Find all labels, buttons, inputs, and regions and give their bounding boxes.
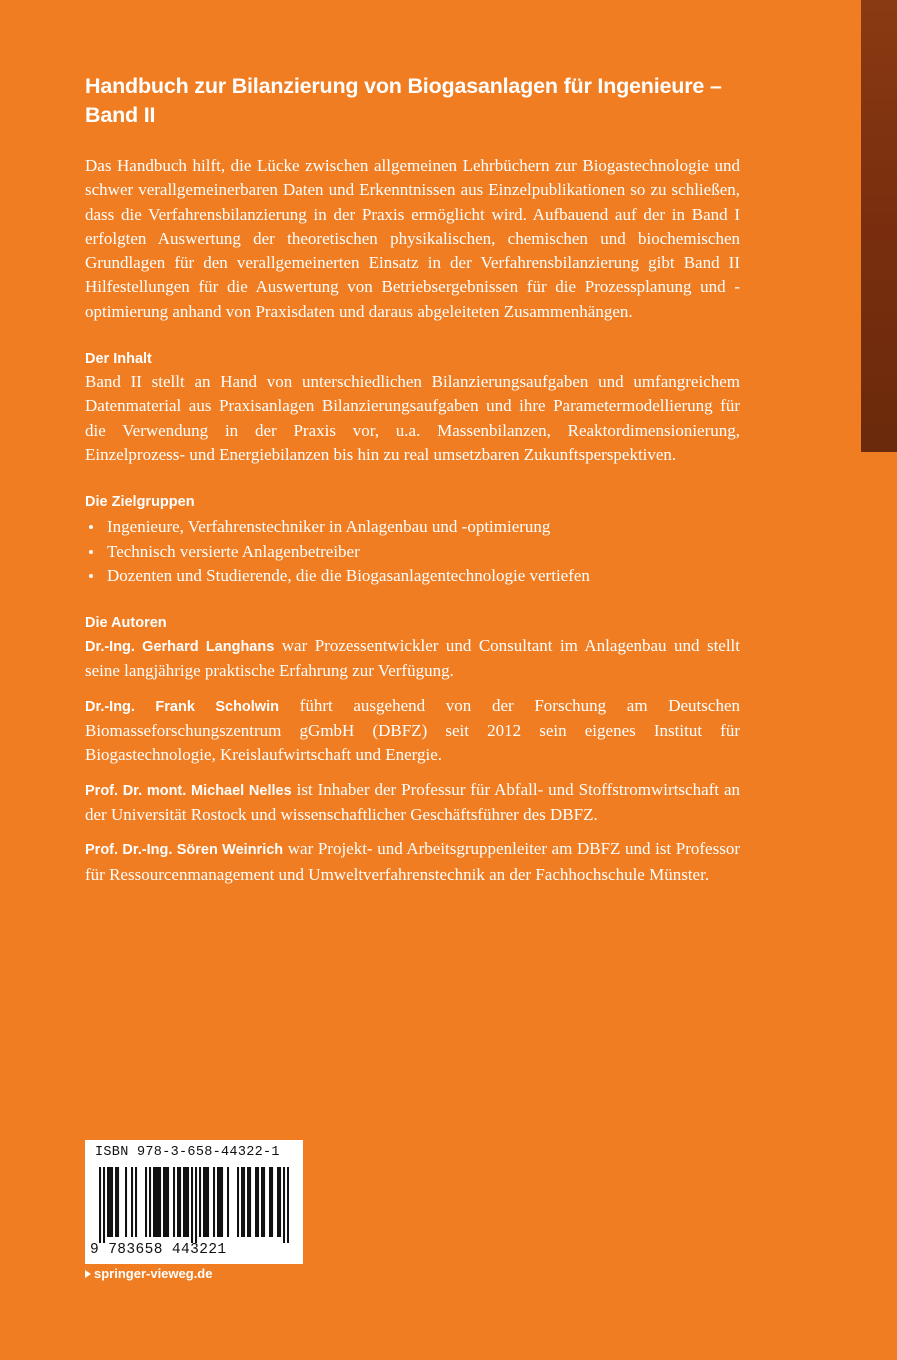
barcode-bar (227, 1167, 229, 1237)
barcode-bar (153, 1167, 155, 1237)
list-item-text: Technisch versierte Anlagenbetreiber (107, 541, 360, 561)
barcode-bar (191, 1167, 193, 1243)
barcode-bar (167, 1167, 169, 1237)
list-item-text: Ingenieure, Verfahrenstechniker in Anlagenbau und -optimierung (107, 517, 551, 537)
barcode-bar (237, 1167, 239, 1237)
barcode-bar (179, 1167, 181, 1237)
bullet-icon (89, 574, 93, 578)
book-title (85, 72, 740, 130)
barcode-bar (187, 1167, 189, 1237)
barcode-bar (263, 1167, 265, 1237)
barcode-bar (177, 1167, 179, 1237)
barcode-bar (249, 1167, 251, 1237)
author-name: Dr.-Ing. Frank Scholwin (85, 698, 279, 715)
barcode-bar (185, 1167, 187, 1237)
inhalt-paragraph: Band II stellt an Hand von unterschiedlichen Bilanzierungsaufgaben und umfangreichem Datenmaterial aus Praxisanlagen Bilanzierungsaufgaben und ihre Parametermodellierung für die Verwendung in der Praxis vor, u.a. Massenbilanzen, Reaktordimensionierung, Einzelprozess- und Energiebilanzen bis hin zu real umsetzbaren Zukunftsperspektiven. (85, 372, 740, 464)
back-cover-content (85, 72, 740, 897)
book-title-line2: Band II (85, 103, 156, 127)
barcode-bar (241, 1167, 243, 1237)
barcode-bar (99, 1167, 101, 1243)
ean-digits: 9 783658 443221 (90, 1242, 227, 1258)
barcode-bar (159, 1167, 161, 1237)
barcode-bar (269, 1167, 271, 1237)
isbn-barcode (85, 1140, 303, 1264)
barcode-bar (165, 1167, 167, 1237)
author-bio: war Projekt- und Arbeitsgruppenleiter am DBFZ und ist Professor für Ressourcenmanagement und Umweltverfahrenstechnik an der Fachhochschule Münster. (85, 839, 740, 884)
zielgruppen-list (85, 515, 740, 588)
author-bio: war Prozessentwickler und Consultant im Anlagenbau und stellt seine langjährige praktische Erfahrung zur Verfügung. (85, 636, 741, 681)
barcode-bar (261, 1167, 263, 1237)
bullet-icon (89, 550, 93, 554)
isbn-label: ISBN 978-3-658-44322-1 (95, 1145, 280, 1160)
barcode-bar (117, 1167, 119, 1237)
author-entry (85, 778, 740, 828)
barcode-bar (205, 1167, 207, 1237)
list-item-text: Dozenten und Studierende, die die Biogasanlagentechnologie vertiefen (107, 565, 590, 585)
author-name: Prof. Dr.-Ing. Sören Weinrich (85, 842, 284, 859)
barcode-bar (213, 1167, 215, 1237)
publisher-website[interactable] (85, 1266, 212, 1281)
spine-color-strip (861, 0, 897, 452)
barcode-bar (149, 1167, 151, 1237)
barcode-bar (221, 1167, 223, 1237)
barcode-bar (131, 1167, 133, 1237)
barcode-bar (173, 1167, 175, 1237)
inhalt-section (85, 349, 740, 467)
autoren-heading: Die Autoren (85, 615, 167, 632)
author-name: Dr.-Ing. Gerhard Langhans (85, 639, 275, 656)
barcode-bar (103, 1167, 105, 1243)
inhalt-heading: Der Inhalt (85, 351, 152, 368)
website-link[interactable]: springer-vieweg.de (94, 1266, 213, 1281)
author-entry (85, 694, 740, 768)
list-item (85, 564, 740, 588)
barcode-bar (279, 1167, 281, 1237)
barcode-bar (257, 1167, 259, 1237)
barcode-bar (255, 1167, 257, 1237)
barcode-bar (243, 1167, 245, 1237)
barcode-bar (217, 1167, 219, 1237)
intro-paragraph: Das Handbuch hilft, die Lücke zwischen allgemeinen Lehrbüchern zur Biogastechnologie und schwer verallgemeinerbaren Daten und Erkenntnissen aus Einzelpublikationen so zu schließen, dass die Verfahrensbilanzierung in der Praxis ermöglicht wird. Aufbauend auf der in Band I erfolgten Auswertung der theoretischen physikalischen, chemischen und biochemischen Grundlagen für den verallgemeinerten Einsatz in der Verfahrensbilanzierung gibt Band II Hilfestellungen für die Auswertung von Betriebsergebnissen für die Prozessplanung und -optimierung anhand von Praxisdaten und daraus abgeleiteten Zusammenhängen. (85, 156, 740, 321)
barcode-bar (219, 1167, 221, 1237)
barcode-bar (135, 1167, 137, 1237)
book-title-line1: Handbuch zur Bilanzierung von Biogasanlagen für Ingenieure – (85, 74, 722, 98)
author-bio: führt ausgehend von der Forschung am Deutschen Biomasseforschungszentrum gGmbH (DBFZ) seit 2012 sein eigenes Institut für Biogastechnologie, Kreislaufwirtschaft und Energie. (85, 695, 740, 765)
autoren-section (85, 613, 740, 887)
zielgruppen-section (85, 492, 740, 588)
barcode-bar (125, 1167, 127, 1237)
barcode-bar (207, 1167, 209, 1237)
zielgruppen-heading: Die Zielgruppen (85, 494, 195, 511)
arrow-right-icon (85, 1270, 91, 1278)
author-entry (85, 837, 740, 887)
barcode-bar (183, 1167, 185, 1237)
barcode-icon (99, 1167, 289, 1243)
author-entry (85, 634, 740, 684)
barcode-bar (145, 1167, 147, 1237)
barcode-bar (115, 1167, 117, 1237)
author-name: Prof. Dr. mont. Michael Nelles (85, 782, 292, 799)
bullet-icon (89, 525, 93, 529)
list-item (85, 515, 740, 539)
barcode-bar (157, 1167, 159, 1237)
barcode-bar (247, 1167, 249, 1237)
barcode-bar (199, 1167, 201, 1237)
barcode-bar (107, 1167, 109, 1237)
barcode-bar (155, 1167, 157, 1237)
barcode-bar (111, 1167, 113, 1237)
barcode-bar (287, 1167, 289, 1243)
barcode-bar (277, 1167, 279, 1237)
barcode-bar (109, 1167, 111, 1237)
barcode-bar (163, 1167, 165, 1237)
barcode-bar (203, 1167, 205, 1237)
barcode-bar (283, 1167, 285, 1243)
author-bio: ist Inhaber der Professur für Abfall- und Stoffstromwirtschaft an der Universität Rostock und wissenschaftlicher Geschäftsführer des DBFZ. (85, 779, 741, 824)
list-item (85, 540, 740, 564)
barcode-bar (271, 1167, 273, 1237)
barcode-bar (195, 1167, 197, 1243)
